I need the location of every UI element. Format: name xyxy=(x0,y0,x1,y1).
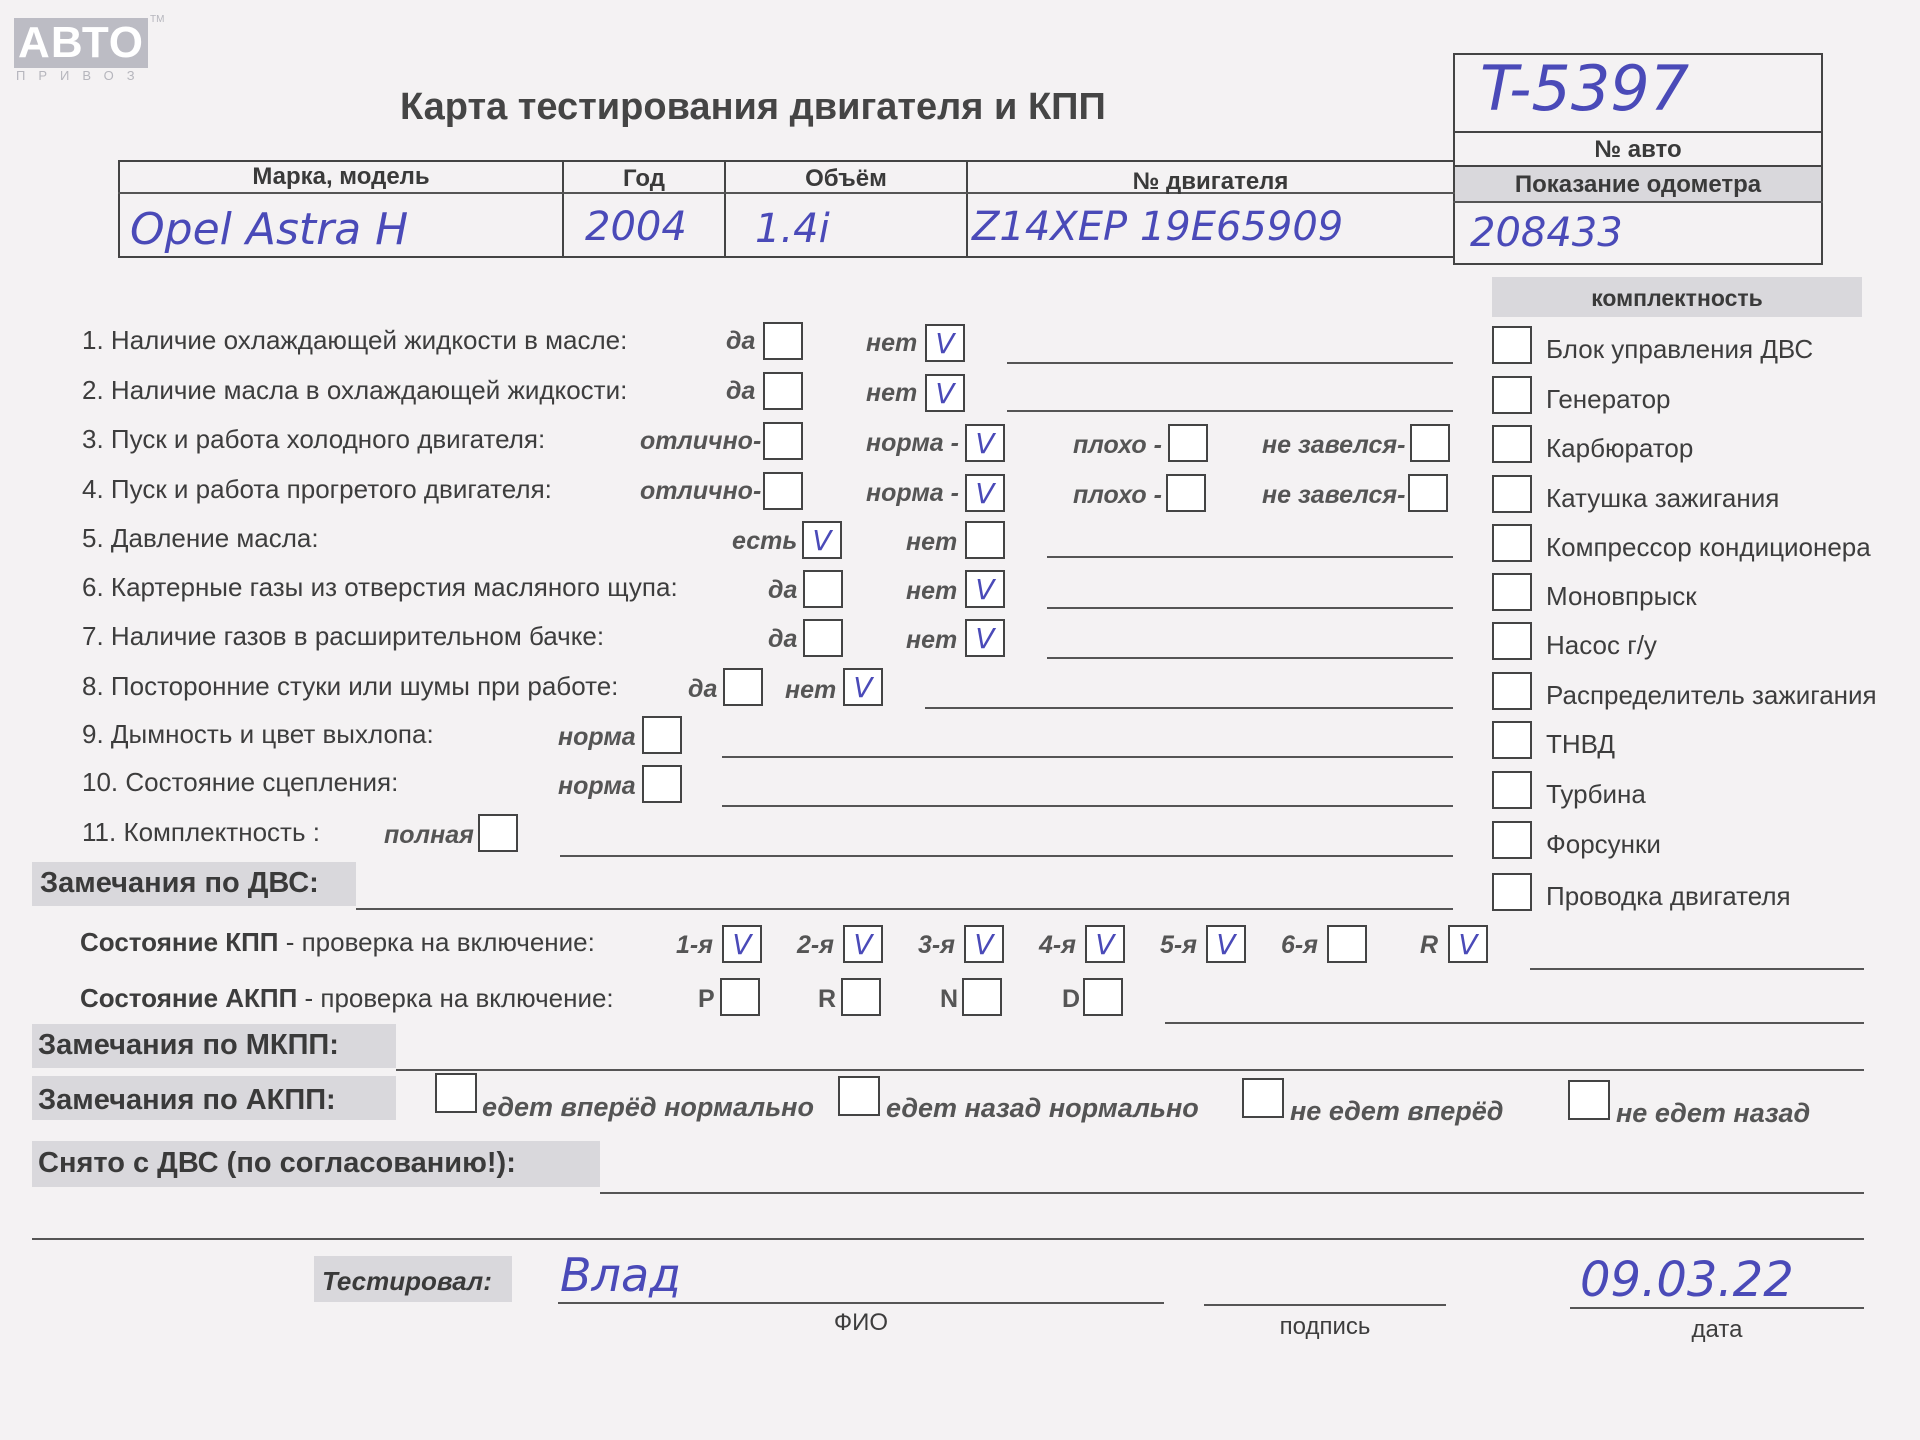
akpp-forward-ok-checkbox[interactable] xyxy=(435,1073,477,1113)
date-caption: дата xyxy=(1691,1316,1743,1343)
q2-opt-da: да xyxy=(726,377,756,405)
q1-checkbox-net[interactable] xyxy=(925,324,965,362)
remarks-dvs-label: Замечания по ДВС: xyxy=(40,867,319,899)
q4-opt-ploho: плохо - xyxy=(1073,481,1162,509)
complect-checkbox-turbine[interactable] xyxy=(1492,771,1532,809)
q4-text: Пуск и работа прогретого двигателя: xyxy=(110,474,552,504)
akpp-mode-r-checkbox[interactable] xyxy=(841,978,881,1016)
remarks-mkpp-line xyxy=(396,1069,1864,1071)
check-mark: V xyxy=(975,427,995,460)
complect-item-injectors: Форсунки xyxy=(1546,829,1661,859)
q5-num: 5. xyxy=(82,523,104,553)
q8-num: 8. xyxy=(82,671,104,701)
complect-checkbox-fuel-pump[interactable] xyxy=(1492,721,1532,759)
complect-checkbox-carburetor[interactable] xyxy=(1492,425,1532,463)
q4-opt-otlichno: отлично- xyxy=(640,477,762,505)
q11-checkbox-polnaya[interactable] xyxy=(478,814,518,852)
q3-opt-ploho: плохо - xyxy=(1073,431,1162,459)
q2-checkbox-net[interactable] xyxy=(925,374,965,412)
q3-num: 3. xyxy=(82,424,104,454)
q5-opt-net: нет xyxy=(906,528,958,556)
check-mark: V xyxy=(1095,928,1115,961)
q2-text: Наличие масла в охлаждающей жидкости: xyxy=(110,375,628,405)
value-volume: 1.4i xyxy=(755,206,830,252)
q3-checkbox-norma[interactable] xyxy=(965,424,1005,462)
check-mark: V xyxy=(732,928,752,961)
q9-text: Дымность и цвет выхлопа: xyxy=(110,719,434,749)
complect-checkbox-ac-compressor[interactable] xyxy=(1492,524,1532,562)
q4-opt-ne-zavelsya: не завелся- xyxy=(1262,481,1406,509)
kpp-gear-6-checkbox[interactable] xyxy=(1327,925,1367,963)
q6-note-line xyxy=(1047,607,1453,609)
fio-line xyxy=(558,1302,1164,1304)
kpp-gear-r-checkbox[interactable] xyxy=(1448,925,1488,963)
q9-opt-norma: норма xyxy=(558,723,636,751)
q3-opt-otlichno: отлично- xyxy=(640,427,762,455)
removed-line-2 xyxy=(32,1238,1864,1240)
q6-num: 6. xyxy=(82,572,104,602)
remarks-akpp-label: Замечания по АКПП: xyxy=(38,1084,336,1116)
complect-item-ignition-coil: Катушка зажигания xyxy=(1546,483,1780,513)
signature-line xyxy=(1204,1304,1446,1306)
q1-checkbox-da[interactable] xyxy=(763,322,803,360)
check-mark: V xyxy=(853,671,873,704)
q3-checkbox-otlichno[interactable] xyxy=(763,422,803,460)
complect-title: комплектность xyxy=(1591,285,1763,311)
kpp-gear-1-label: 1-я xyxy=(676,931,713,959)
kpp-gear-6-label: 6-я xyxy=(1281,931,1318,959)
q5-note-line xyxy=(1047,556,1453,558)
q3-text: Пуск и работа холодного двигателя: xyxy=(110,424,546,454)
kpp-note-line xyxy=(1530,968,1864,970)
q9-note-line xyxy=(722,756,1453,758)
complect-item-ecu: Блок управления ДВС xyxy=(1546,334,1814,364)
complect-item-ac-compressor: Компрессор кондиционера xyxy=(1546,532,1871,562)
header-volume: Объём xyxy=(805,165,887,192)
q10-num: 10. xyxy=(82,767,119,797)
removed-line-1 xyxy=(600,1192,1864,1194)
check-mark: V xyxy=(812,524,832,557)
check-mark: V xyxy=(1458,928,1478,961)
q2-opt-net: нет xyxy=(866,379,918,407)
check-mark: V xyxy=(975,477,995,510)
q5-text: Давление масла: xyxy=(110,523,319,553)
check-mark: V xyxy=(1216,928,1236,961)
kpp-gear-3-checkbox[interactable] xyxy=(964,925,1004,963)
q1-opt-da: да xyxy=(726,327,756,355)
remarks-mkpp-label: Замечания по МКПП: xyxy=(38,1029,339,1061)
akpp-mode-d-label: D xyxy=(1062,985,1081,1013)
header-model: Марка, модель xyxy=(252,163,430,190)
q10-text: Состояние сцепления: xyxy=(125,767,399,797)
complect-item-wiring: Проводка двигателя xyxy=(1546,881,1791,911)
value-year: 2004 xyxy=(585,204,687,250)
q10-opt-norma: норма xyxy=(558,772,636,800)
kpp-gear-4-label: 4-я xyxy=(1039,931,1076,959)
check-mark: V xyxy=(935,327,955,360)
signature-caption: подпись xyxy=(1279,1313,1371,1340)
akpp-forward-ok-label: едет вперёд нормально xyxy=(482,1092,814,1122)
q7-num: 7. xyxy=(82,621,104,651)
q7-opt-da: да xyxy=(768,625,798,653)
q8-opt-da: да xyxy=(688,675,718,703)
header-engine-no: № двигателя xyxy=(1132,168,1289,195)
check-mark: V xyxy=(974,928,994,961)
logo-trademark: TM xyxy=(150,14,165,25)
date-value: 09.03.22 xyxy=(1580,1252,1794,1308)
auto-no-value: T-5397 xyxy=(1480,52,1690,125)
akpp-backward-ok-label: едет назад нормально xyxy=(886,1093,1199,1123)
tester-name: Влад xyxy=(560,1248,681,1302)
check-mark: V xyxy=(935,377,955,410)
q6-opt-net: нет xyxy=(906,577,958,605)
kpp-label-rest: - проверка на включение: xyxy=(278,927,595,957)
q5-checkbox-net[interactable] xyxy=(965,521,1005,559)
complect-checkbox-ecu[interactable] xyxy=(1492,326,1532,364)
akpp-label-bold: Состояние АКПП xyxy=(80,983,298,1013)
q9-checkbox-norma[interactable] xyxy=(642,716,682,754)
q1-note-line xyxy=(1007,362,1453,364)
logo-subtitle: ПРИВОЗ xyxy=(16,68,148,83)
akpp-no-forward-checkbox[interactable] xyxy=(1242,1078,1284,1118)
q2-num: 2. xyxy=(82,375,104,405)
complect-checkbox-ps-pump[interactable] xyxy=(1492,622,1532,660)
q6-checkbox-net[interactable] xyxy=(965,570,1005,608)
q11-opt-polnaya: полная xyxy=(384,821,474,849)
complect-item-turbine: Турбина xyxy=(1546,779,1646,809)
q3-checkbox-ne-zavelsya[interactable] xyxy=(1410,424,1450,462)
complect-item-mono-injection: Моновпрыск xyxy=(1546,581,1697,611)
q1-text: Наличие охлаждающей жидкости в масле: xyxy=(110,325,628,355)
complect-item-ps-pump: Насос г/у xyxy=(1546,630,1657,660)
akpp-mode-n-checkbox[interactable] xyxy=(962,978,1002,1016)
q11-num: 11. xyxy=(82,817,117,847)
q2-note-line xyxy=(1007,410,1453,412)
q11-text: Комплектность : xyxy=(123,817,320,847)
q6-opt-da: да xyxy=(768,576,798,604)
akpp-backward-ok-checkbox[interactable] xyxy=(838,1076,880,1116)
header-year: Год xyxy=(623,165,665,192)
fio-caption: ФИО xyxy=(833,1309,889,1336)
akpp-mode-p-label: P xyxy=(698,985,715,1013)
q4-checkbox-ploho[interactable] xyxy=(1166,474,1206,512)
header-odometer: Показание одометра xyxy=(1514,171,1762,198)
q4-checkbox-ne-zavelsya[interactable] xyxy=(1408,474,1448,512)
auto-no-label: № авто xyxy=(1594,136,1682,163)
value-model: Opel Astra H xyxy=(130,204,409,255)
value-odometer: 208433 xyxy=(1470,210,1623,256)
q1-opt-net: нет xyxy=(866,329,918,357)
complect-item-fuel-pump: ТНВД xyxy=(1546,729,1616,759)
akpp-no-backward-checkbox[interactable] xyxy=(1568,1080,1610,1120)
check-mark: V xyxy=(975,573,995,606)
akpp-label-rest: - проверка на включение: xyxy=(297,983,614,1013)
kpp-gear-2-checkbox[interactable] xyxy=(843,925,883,963)
check-mark: V xyxy=(853,928,873,961)
complect-checkbox-ignition-coil[interactable] xyxy=(1492,475,1532,513)
q9-num: 9. xyxy=(82,719,104,749)
q3-opt-ne-zavelsya: не завелся- xyxy=(1262,431,1406,459)
akpp-mode-r-label: R xyxy=(818,985,837,1013)
complect-checkbox-wiring[interactable] xyxy=(1492,873,1532,911)
complect-checkbox-distributor[interactable] xyxy=(1492,672,1532,710)
odometer-divider xyxy=(1453,201,1823,203)
kpp-gear-3-label: 3-я xyxy=(918,931,955,959)
q3-opt-norma: норма - xyxy=(866,429,959,457)
date-line xyxy=(1570,1307,1864,1309)
q6-text: Картерные газы из отверстия масляного щупа: xyxy=(110,572,678,602)
q4-num: 4. xyxy=(82,474,104,504)
q11-note-line xyxy=(560,855,1453,857)
q7-text: Наличие газов в расширительном бачке: xyxy=(110,621,605,651)
akpp-mode-p-checkbox[interactable] xyxy=(720,978,760,1016)
kpp-gear-4-checkbox[interactable] xyxy=(1085,925,1125,963)
value-engine-no: Z14XEP 19E65909 xyxy=(972,204,1344,250)
q10-checkbox-norma[interactable] xyxy=(642,765,682,803)
complect-checkbox-mono-injection[interactable] xyxy=(1492,573,1532,611)
q6-checkbox-da[interactable] xyxy=(803,570,843,608)
check-mark: V xyxy=(975,622,995,655)
q4-opt-norma: норма - xyxy=(866,479,959,507)
q8-note-line xyxy=(925,707,1453,709)
logo: АВТО xyxy=(14,18,148,68)
q7-checkbox-da[interactable] xyxy=(803,619,843,657)
kpp-gear-r-label: R xyxy=(1420,931,1439,959)
q8-text: Посторонние стуки или шумы при работе: xyxy=(110,671,619,701)
q7-note-line xyxy=(1047,657,1453,659)
q4-checkbox-otlichno[interactable] xyxy=(763,472,803,510)
akpp-note-line xyxy=(1165,1022,1864,1024)
q8-checkbox-da[interactable] xyxy=(723,668,763,706)
q10-note-line xyxy=(722,805,1453,807)
page-title: Карта тестирования двигателя и КПП xyxy=(400,86,1106,128)
akpp-no-forward-label: не едет вперёд xyxy=(1290,1096,1504,1126)
q8-checkbox-net[interactable] xyxy=(843,668,883,706)
q7-opt-net: нет xyxy=(906,626,958,654)
q2-checkbox-da[interactable] xyxy=(763,372,803,410)
complect-item-generator: Генератор xyxy=(1546,384,1671,414)
q8-opt-net: нет xyxy=(785,676,837,704)
tested-by-label: Тестировал: xyxy=(322,1266,492,1296)
kpp-gear-1-checkbox[interactable] xyxy=(722,925,762,963)
q5-opt-est: есть xyxy=(732,527,798,555)
q7-checkbox-net[interactable] xyxy=(965,619,1005,657)
kpp-gear-2-label: 2-я xyxy=(797,931,834,959)
complect-checkbox-injectors[interactable] xyxy=(1492,821,1532,859)
complect-item-distributor: Распределитель зажигания xyxy=(1546,680,1877,710)
q3-checkbox-ploho[interactable] xyxy=(1168,424,1208,462)
removed-label: Снято с ДВС (по согласованию!): xyxy=(38,1147,516,1179)
kpp-gear-5-label: 5-я xyxy=(1160,931,1197,959)
complect-item-carburetor: Карбюратор xyxy=(1546,433,1694,463)
kpp-gear-5-checkbox[interactable] xyxy=(1206,925,1246,963)
remarks-dvs-line xyxy=(356,908,1453,910)
akpp-mode-n-label: N xyxy=(940,985,959,1013)
q4-checkbox-norma[interactable] xyxy=(965,474,1005,512)
akpp-no-backward-label: не едет назад xyxy=(1616,1098,1811,1128)
akpp-mode-d-checkbox[interactable] xyxy=(1083,978,1123,1016)
complect-checkbox-generator[interactable] xyxy=(1492,376,1532,414)
kpp-label-bold: Состояние КПП xyxy=(80,927,279,957)
q5-checkbox-est[interactable] xyxy=(802,521,842,559)
q1-num: 1. xyxy=(82,325,104,355)
